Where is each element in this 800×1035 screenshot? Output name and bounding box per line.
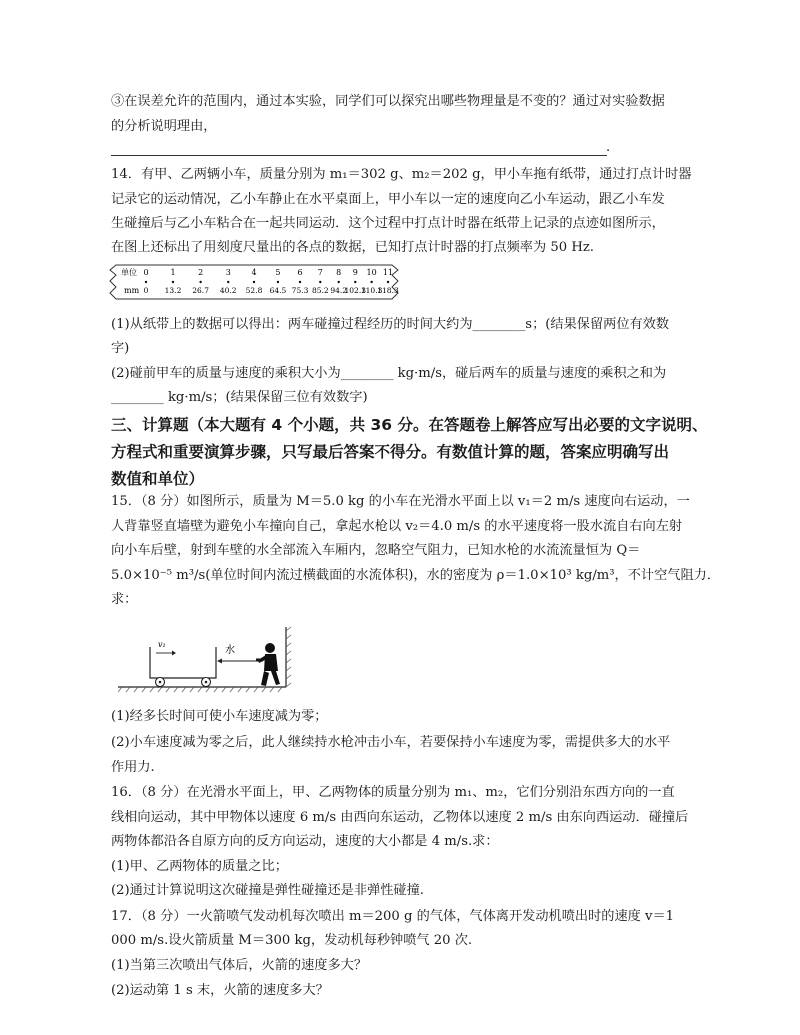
q17-text-line-1: 17．（8 分）一火箭喷气发动机每次喷出 m＝200 g 的气体，气体离开发动机喷出时的速度 v＝1 [111, 909, 675, 924]
tape-point-value: 94.2 [330, 286, 348, 295]
q15-sub2-line-1: (2)小车速度减为零之后，此人继续持水枪冲击小车，若要保持小车速度为零，需提供多大的水平 [111, 735, 671, 750]
tape-dot [172, 281, 174, 283]
tape-point-value: 13.2 [164, 286, 182, 295]
q14-text-line-4: 在图上还标出了用刻度尺量出的各点的数据，已知打点计时器的打点频率为 50 Hz. [111, 240, 594, 255]
q15-text-line-1: 15．（8 分）如图所示，质量为 M＝5.0 kg 的小车在光滑水平面上以 v₁＝2 m/s 速度向右运动，一 [111, 494, 690, 509]
q14-sub2-line-1: (2)碰前甲车的质量与速度的乘积大小为________ kg·m/s，碰后两车的质量与速度的乘积之和为 [111, 366, 667, 381]
tape-point-index: 11 [382, 268, 394, 277]
cart-body [150, 647, 216, 678]
tape-dot [370, 281, 372, 283]
tape-dot [277, 281, 279, 283]
tape-point-value: 102.3 [344, 286, 367, 295]
tape-point-index: 5 [275, 268, 281, 277]
v1-label: v₁ [158, 640, 166, 649]
tape-dot [387, 281, 389, 283]
tape-dot [337, 281, 339, 283]
tape-point-index: 2 [198, 268, 204, 277]
tape-point-index: 4 [251, 268, 257, 277]
tape-point-value: 110.3 [360, 286, 383, 295]
q14-sub2-line-2: ________ kg·m/s；(结果保留三位有效数字) [111, 390, 368, 405]
tape-point-value: 0 [143, 286, 149, 295]
section3-heading-line-1: 三、计算题（本大题有 4 个小题，共 36 分。在答题卷上解答应写出必要的文字说明、 [111, 416, 708, 434]
q17-sub1: (1)当第三次喷出气体后，火箭的速度多大？ [111, 958, 368, 973]
q16-sub1: (1)甲、乙两物体的质量之比； [111, 859, 288, 874]
paper-tape-figure [108, 262, 400, 302]
q14-text-line-1: 14．有甲、乙两辆小车，质量分别为 m₁＝302 g、m₂＝202 g，甲小车拖有纸带，通过打点计时器 [111, 167, 692, 182]
tape-point-value: 85.2 [311, 286, 329, 295]
q17-text-line-2: 000 m/s.设火箭质量 M＝300 kg，发动机每秒钟喷气 20 次. [111, 933, 473, 948]
tape-dot [299, 281, 301, 283]
tape-point-index: 9 [352, 268, 358, 277]
tape-unit-label: 单位 [121, 268, 137, 277]
q15-sub1: (1)经多长时间可使小车速度减为零； [111, 709, 328, 724]
tape-point-value: 52.8 [245, 286, 263, 295]
q16-sub2: (2)通过计算说明这次碰撞是弹性碰撞还是非弹性碰撞. [111, 883, 424, 898]
q15-sub2-line-2: 作用力. [111, 760, 155, 775]
tape-point-index: 0 [143, 268, 149, 277]
tape-point-index: 3 [225, 268, 231, 277]
q15-text-line-2: 人背靠竖直墙壁为避免小车撞向自己，拿起水枪以 v₂＝4.0 m/s 的水平速度将一股水流自右向左射 [111, 519, 683, 534]
tape-point-index: 10 [366, 268, 377, 277]
q14-sub1-line-1: (1)从纸带上的数据可以得出：两车碰撞过程经历的时间大约为________s；(结果保留两位有效数 [111, 317, 670, 332]
tape-point-value: 118.3 [377, 286, 399, 295]
q15-text-line-3: 向小车后壁，射到车壁的水全部流入车厢内，忽略空气阻力，已知水枪的水流流量恒为 Q＝ [111, 543, 641, 558]
q13-answer-end-mark: . [606, 140, 611, 155]
section3-heading-line-3: 数值和单位） [111, 470, 205, 488]
q16-text-line-3: 两物体都沿各自原方向的反方向运动，速度的大小都是 4 m/s.求： [111, 834, 499, 849]
tape-mm-label: mm [124, 286, 140, 295]
tape-point-index: 1 [170, 268, 176, 277]
q14-text-line-3: 生碰撞后与乙小车粘合在一起共同运动．这个过程中打点计时器在纸带上记录的点迹如图所示， [111, 216, 665, 231]
q13-text-line-1: ③在误差允许的范围内，通过本实验，同学们可以探究出哪些物理量是不变的？通过对实验数据 [111, 94, 665, 109]
tape-dot [145, 281, 147, 283]
tape-marks [143, 268, 399, 295]
tape-point-value: 26.7 [192, 286, 209, 295]
q16-text-line-2: 线相向运动，其中甲物体以速度 6 m/s 由西向东运动，乙物体以速度 2 m/s 由东向西运动．碰撞后 [111, 810, 689, 825]
tape-point-value: 64.5 [269, 286, 287, 295]
q16-text-line-1: 16．（8 分）在光滑水平面上，甲、乙两物体的质量分别为 m₁、m₂，它们分别沿东西方向的一直 [111, 785, 675, 800]
q13-text-line-2: 的分析说明理由， [111, 119, 217, 134]
tape-point-index: 6 [297, 268, 303, 277]
q15-text-line-4: 5.0×10⁻⁵ m³/s(单位时间内流过横截面的水流体积)，水的密度为 ρ＝1.0×10³ kg/m³，不计空气阻力． [111, 568, 721, 583]
tape-dot [354, 281, 356, 283]
tape-dot [253, 281, 255, 283]
cart-water-gun-figure [118, 623, 298, 695]
tape-point-index: 7 [317, 268, 323, 277]
tape-dot [199, 281, 201, 283]
tape-dot [227, 281, 229, 283]
q14-text-line-2: 记录它的运动情况，乙小车静止在水平桌面上，甲小车以一定的速度向乙小车运动，跟乙小车发 [111, 192, 665, 207]
ground-hatching [118, 687, 282, 692]
section3-heading-line-2: 方程式和重要演算步骤，只写最后答案不得分。有数值计算的题，答案应明确写出 [111, 443, 670, 461]
q13-answer-line [111, 155, 607, 156]
wall-hatching [286, 627, 291, 687]
q17-sub2: (2)运动第 1 s 末，火箭的速度多大？ [111, 983, 329, 998]
tape-point-value: 40.2 [219, 286, 237, 295]
tape-point-value: 75.3 [291, 286, 309, 295]
tape-dot [319, 281, 321, 283]
water-label: 水 [225, 645, 235, 656]
q14-sub1-line-2: 字) [111, 341, 130, 356]
tape-point-index: 8 [336, 268, 342, 277]
q15-text-line-5: 求： [111, 592, 138, 607]
person-with-water-gun [256, 643, 280, 686]
